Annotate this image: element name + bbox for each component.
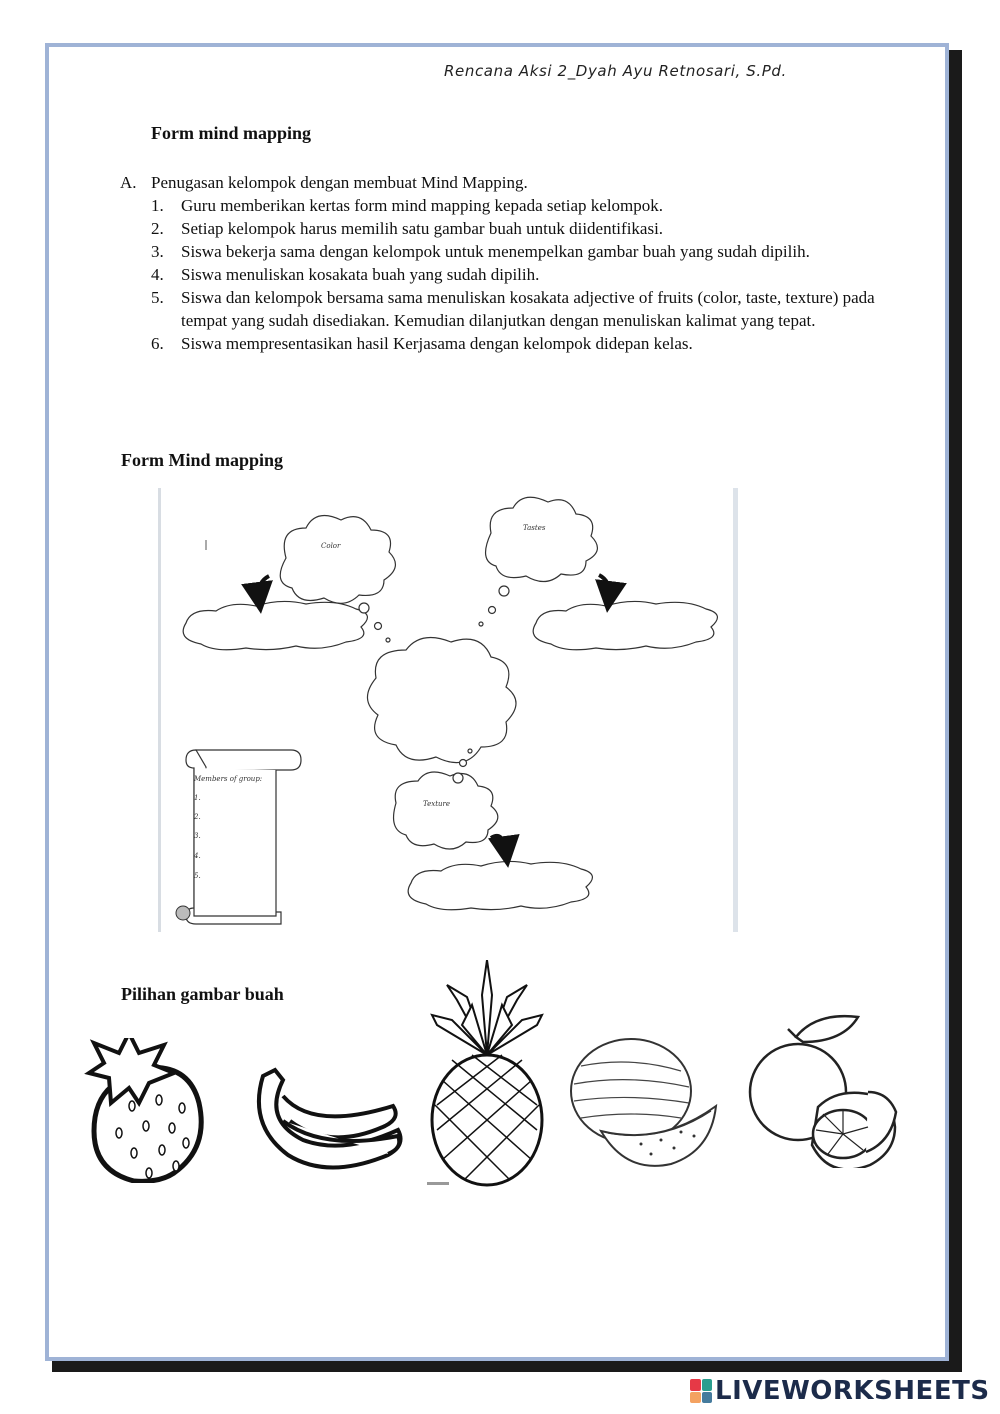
section-a-text: Penugasan kelompok dengan membuat Mind Mapping. (151, 173, 528, 192)
member-number: 2. (194, 813, 201, 821)
texture-label: Texture (423, 800, 451, 808)
header-note: Rencana Aksi 2_Dyah Ayu Retnosari, S.Pd. (444, 62, 787, 80)
step-text: Setiap kelompok harus memilih satu gambar buah untuk diidentifikasi. (181, 219, 664, 238)
members-scroll (196, 750, 301, 770)
member-number: 1. (194, 794, 201, 802)
step-number: 5. (151, 288, 164, 307)
liveworksheets-brand[interactable] (690, 1376, 990, 1406)
mind-map-diagram (161, 488, 736, 932)
step-number: 2. (151, 219, 164, 238)
liveworksheets-logo-icon (690, 1379, 712, 1403)
mind-map-title: Form Mind mapping (121, 450, 284, 470)
step-text: Siswa dan kelompok bersama sama menuliskan kosakata adjective of fruits (color, taste, texture) pada tempat yang sudah disediakan. Kemudian dilanjutkan dengan menuliskan kalimat yang tepat. (181, 288, 875, 330)
orange-image (748, 1012, 898, 1168)
tastes-label: Tastes (523, 524, 546, 532)
texture-cloud (394, 772, 498, 849)
watermelon-image (556, 1036, 718, 1172)
member-number: 5. (194, 872, 201, 880)
color-cloud (280, 516, 395, 604)
step-number: 1. (151, 196, 164, 215)
form-title: Form mind mapping (151, 123, 312, 143)
step-number: 4. (151, 265, 164, 284)
color-label: Color (321, 542, 341, 550)
list-item (151, 263, 880, 286)
step-number: 3. (151, 242, 164, 261)
center-cloud (367, 638, 516, 763)
tastes-cloud (486, 497, 598, 581)
step-text: Siswa bekerja sama dengan kelompok untuk menempelkan gambar buah yang sudah dipilih. (181, 242, 810, 261)
step-number: 6. (151, 334, 164, 353)
section-a-letter: A. (120, 173, 137, 192)
steps-list (120, 194, 880, 355)
step-text: Guru memberikan kertas form mind mapping kepada setiap kelompok. (181, 196, 664, 215)
left-cloud (183, 601, 367, 649)
list-item (151, 194, 880, 217)
bottom-cloud (408, 861, 592, 909)
mind-map-panel (158, 488, 738, 932)
arrow-bottom (491, 836, 506, 852)
step-text: Siswa mempresentasikan hasil Kerjasama dengan kelompok didepan kelas. (181, 334, 693, 353)
member-number: 3. (194, 832, 201, 840)
list-item (151, 332, 880, 355)
fruit-options-title: Pilihan gambar buah (121, 984, 284, 1004)
list-item (151, 286, 880, 332)
pineapple-image (427, 960, 547, 1188)
member-number: 4. (194, 852, 201, 860)
members-label: Members of group: (194, 775, 263, 783)
list-item (151, 217, 880, 240)
list-item (151, 240, 880, 263)
banana-image (243, 1066, 405, 1186)
step-text: Siswa menuliskan kosakata buah yang sudah dipilih. (181, 265, 540, 284)
arrow-right (599, 575, 609, 597)
right-cloud (533, 601, 717, 649)
strawberry-image (84, 1038, 209, 1183)
arrow-left (259, 576, 269, 598)
section-a (120, 171, 880, 355)
brand-name: LIVEWORKSHEETS (715, 1376, 990, 1406)
